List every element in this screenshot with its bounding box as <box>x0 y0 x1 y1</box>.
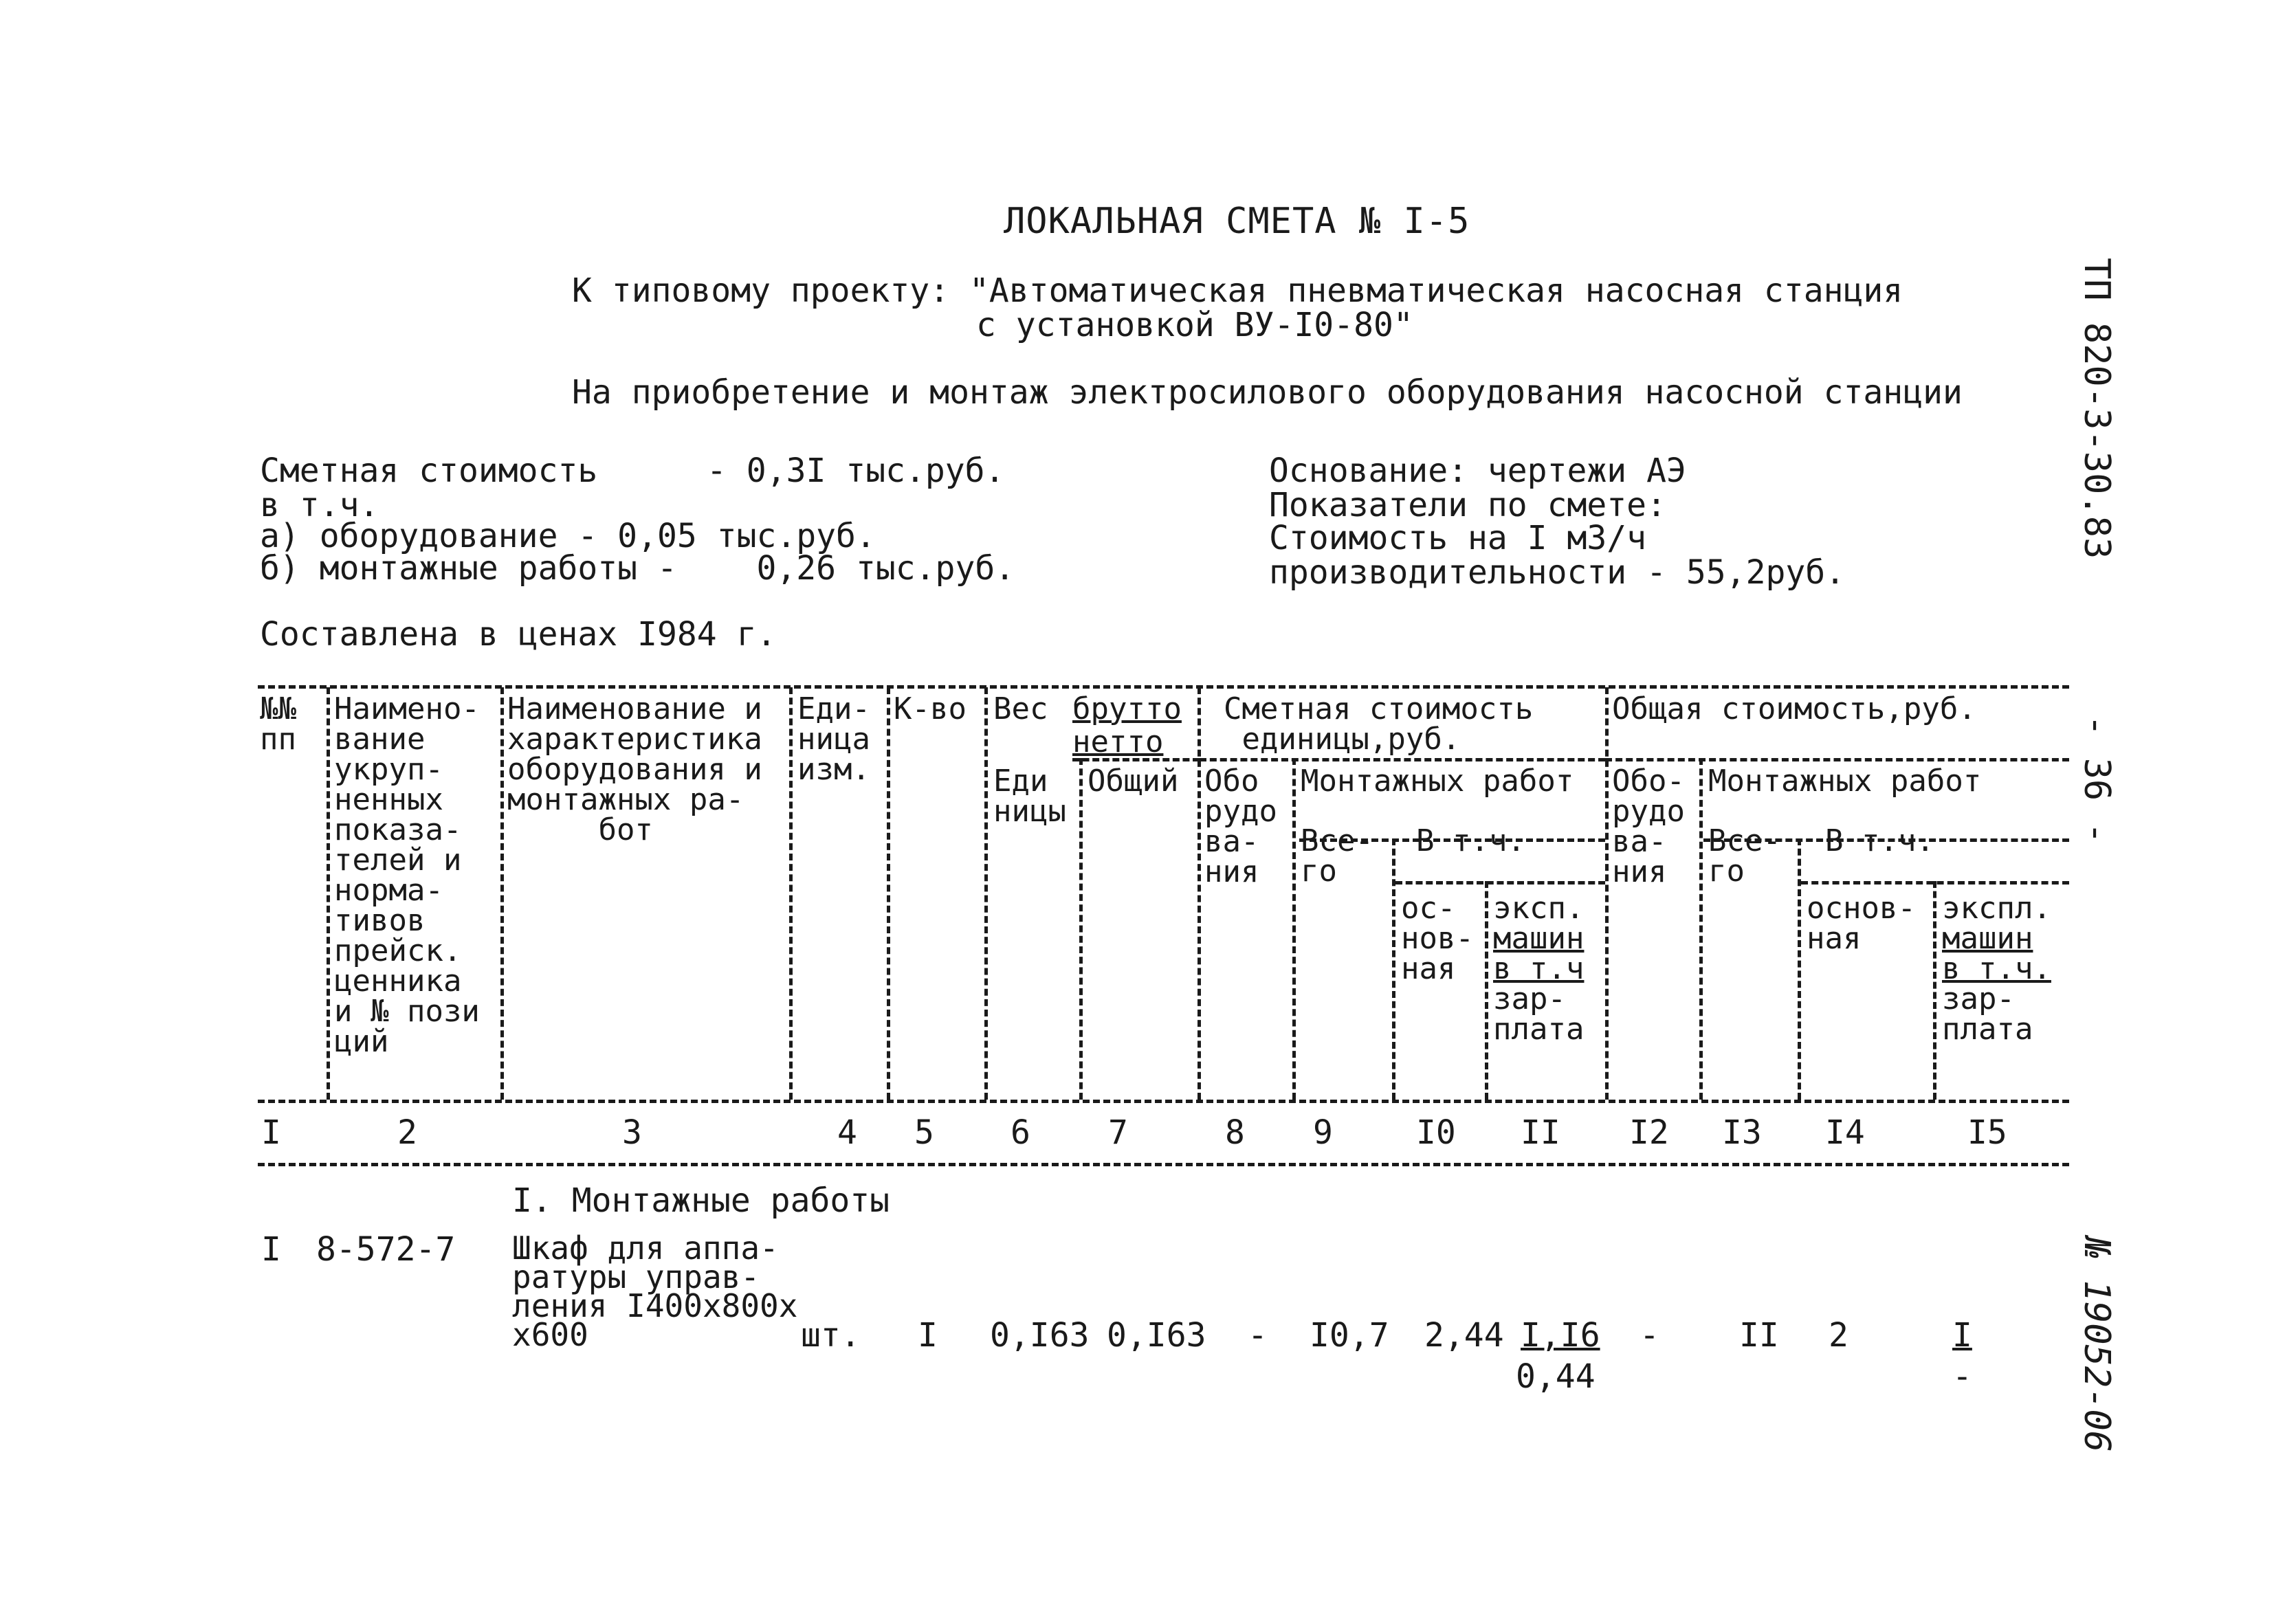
header-total-cost: Общая стоимость,руб. <box>1612 691 1976 726</box>
cost-incl: в т.ч. <box>260 486 379 524</box>
header-col-11-ekspl: эксп. <box>1493 891 1585 926</box>
header-col-5: К-во <box>894 691 967 726</box>
header-col-13: Все- го <box>1708 823 1781 889</box>
header-brutto: брутто <box>1072 691 1182 726</box>
rule-total-cost <box>1605 758 2069 761</box>
col-sep-2 <box>500 687 504 1100</box>
header-weight: Вес <box>993 691 1048 726</box>
header-col-6: Еди ницы <box>993 764 1066 829</box>
header-col-12: Обо- рудо ва- ния <box>1612 764 1685 889</box>
project-line-2: с установкой ВУ-I0-80" <box>976 306 1413 344</box>
col-sep-11 <box>1605 687 1609 1100</box>
header-col-1: №№ пп <box>260 691 296 757</box>
col-number-4: 4 <box>837 1113 857 1152</box>
col-number-11: II <box>1521 1113 1560 1152</box>
col-sep-5 <box>984 687 988 1100</box>
basis-line-2: Показатели по смете: <box>1269 486 1666 524</box>
header-col-10: ос- нов- ная <box>1401 891 1474 986</box>
row-number: I <box>261 1230 281 1269</box>
row-equipment-total: - <box>1640 1316 1659 1355</box>
col-sep-10 <box>1485 881 1488 1100</box>
col-sep-6 <box>1079 758 1083 1100</box>
header-col-15-ekspl: экспл. <box>1942 891 2051 926</box>
col-number-10: I0 <box>1416 1113 1456 1152</box>
header-col-8: Обо рудо ва- ния <box>1204 764 1277 889</box>
col-number-3: 3 <box>622 1113 642 1152</box>
col-number-1: I <box>261 1113 281 1152</box>
col-sep-1 <box>327 687 330 1100</box>
cost-installation: б) монтажные работы - 0,26 тыс.руб. <box>260 549 1015 588</box>
header-netto: нетто <box>1072 724 1164 759</box>
basis-line-4: производительности - 55,2руб. <box>1269 553 1846 592</box>
col-number-7: 7 <box>1108 1113 1128 1152</box>
cost-value: - 0,3I тыс.руб. <box>707 452 1005 490</box>
col-sep-13 <box>1798 838 1801 1100</box>
col-number-8: 8 <box>1225 1113 1245 1152</box>
header-col-15-zarplata: зар- плата <box>1942 981 2033 1047</box>
section-title: I. Монтажные работы <box>512 1181 890 1220</box>
col-number-14: I4 <box>1825 1113 1865 1152</box>
header-col-4: Еди- ница изм. <box>797 691 870 787</box>
row-mont-total-unit: I0,7 <box>1310 1316 1389 1355</box>
table-numbers-bottom-rule <box>258 1163 2069 1166</box>
header-col-15-mashin: машин <box>1942 921 2033 956</box>
margin-page-number: - 36 - <box>2076 715 2117 844</box>
basis-line-1: Основание: чертежи АЭ <box>1269 452 1686 490</box>
row-qty: I <box>918 1316 938 1355</box>
row-mont-total: II <box>1739 1316 1779 1355</box>
header-vtch-total: В т.ч. <box>1825 823 1934 858</box>
col-number-9: 9 <box>1313 1113 1333 1152</box>
row-unit: шт. <box>801 1316 861 1355</box>
row-code: 8-572-7 <box>316 1230 456 1269</box>
col-number-13: I3 <box>1722 1113 1762 1152</box>
col-sep-8 <box>1292 758 1296 1100</box>
project-line-1: К типовому проекту: "Автоматическая пневматическая насосная станция <box>572 271 1903 310</box>
col-number-5: 5 <box>914 1113 934 1152</box>
col-sep-3 <box>789 687 793 1100</box>
row-weight-unit: 0,I63 <box>990 1316 1090 1355</box>
row-equipment-unit: - <box>1248 1316 1268 1355</box>
row-machines-total: I <box>1952 1316 1972 1355</box>
header-col-11-zarplata: зар- плата <box>1493 981 1585 1047</box>
row-weight-total: 0,I63 <box>1107 1316 1206 1355</box>
header-col-11-mashin: машин <box>1493 921 1585 956</box>
col-sep-7 <box>1197 687 1201 1100</box>
row-name: Шкаф для аппа- ратуры управ- ления I400х800х х600 <box>512 1230 798 1353</box>
row-osn-unit: 2,44 <box>1424 1316 1504 1355</box>
purpose-line: На приобретение и монтаж электросилового оборудования насосной станции <box>572 373 1963 412</box>
col-number-12: I2 <box>1629 1113 1669 1152</box>
col-sep-9 <box>1392 838 1395 1100</box>
header-col-14: основ- ная <box>1807 891 1916 956</box>
col-sep-4 <box>887 687 890 1100</box>
header-vtch-unit: В т.ч. <box>1416 823 1525 858</box>
rule-unit-cost <box>1200 758 1605 761</box>
header-mont-total: Монтажных работ <box>1708 764 1982 799</box>
header-col-3: Наименование и характеристика оборудования и монтажных ра- бот <box>507 691 762 847</box>
col-sep-12 <box>1699 758 1703 1100</box>
row-osn-total: 2 <box>1829 1316 1848 1355</box>
header-mont-unit: Монтажных работ <box>1301 764 1574 799</box>
col-number-2: 2 <box>397 1113 417 1152</box>
row-machines-zp-unit: 0,44 <box>1516 1357 1596 1396</box>
cost-label: Сметная стоимость <box>260 452 598 490</box>
rule-sub-left <box>1395 881 1605 885</box>
col-sep-14 <box>1933 881 1936 1100</box>
row-machines-unit: I,I6 <box>1521 1316 1600 1355</box>
header-col-11-vtch: в т.ч <box>1493 951 1585 986</box>
header-unit-cost: Сметная стоимость единицы,руб. <box>1224 691 1534 757</box>
header-col-15-vtch: в т.ч. <box>1942 951 2051 986</box>
table-header-bottom-rule <box>258 1100 2069 1103</box>
col-number-6: 6 <box>1011 1113 1030 1152</box>
header-col-2: Наимено- вание укруп- ненных показа- телей и норма- тивов прейск. ценника и № пози ций <box>334 691 480 1059</box>
header-col-9: Все- го <box>1301 823 1373 889</box>
col-number-15: I5 <box>1967 1113 2007 1152</box>
cost-equipment: а) оборудование - 0,05 тыс.руб. <box>260 517 876 555</box>
margin-project-code: ТП 820-3-30.83 <box>2076 258 2117 559</box>
margin-registration-number: № 19052-06 <box>2076 1237 2117 1453</box>
prices-note: Составлена в ценах I984 г. <box>260 615 777 654</box>
header-col-7: Общий <box>1088 764 1179 799</box>
row-machines-zp-total: - <box>1952 1357 1972 1396</box>
table-top-rule <box>258 685 2069 689</box>
basis-line-3: Стоимость на I м3/ч <box>1269 519 1647 557</box>
document-title: ЛОКАЛЬНАЯ СМЕТА № I-5 <box>1004 201 1470 242</box>
